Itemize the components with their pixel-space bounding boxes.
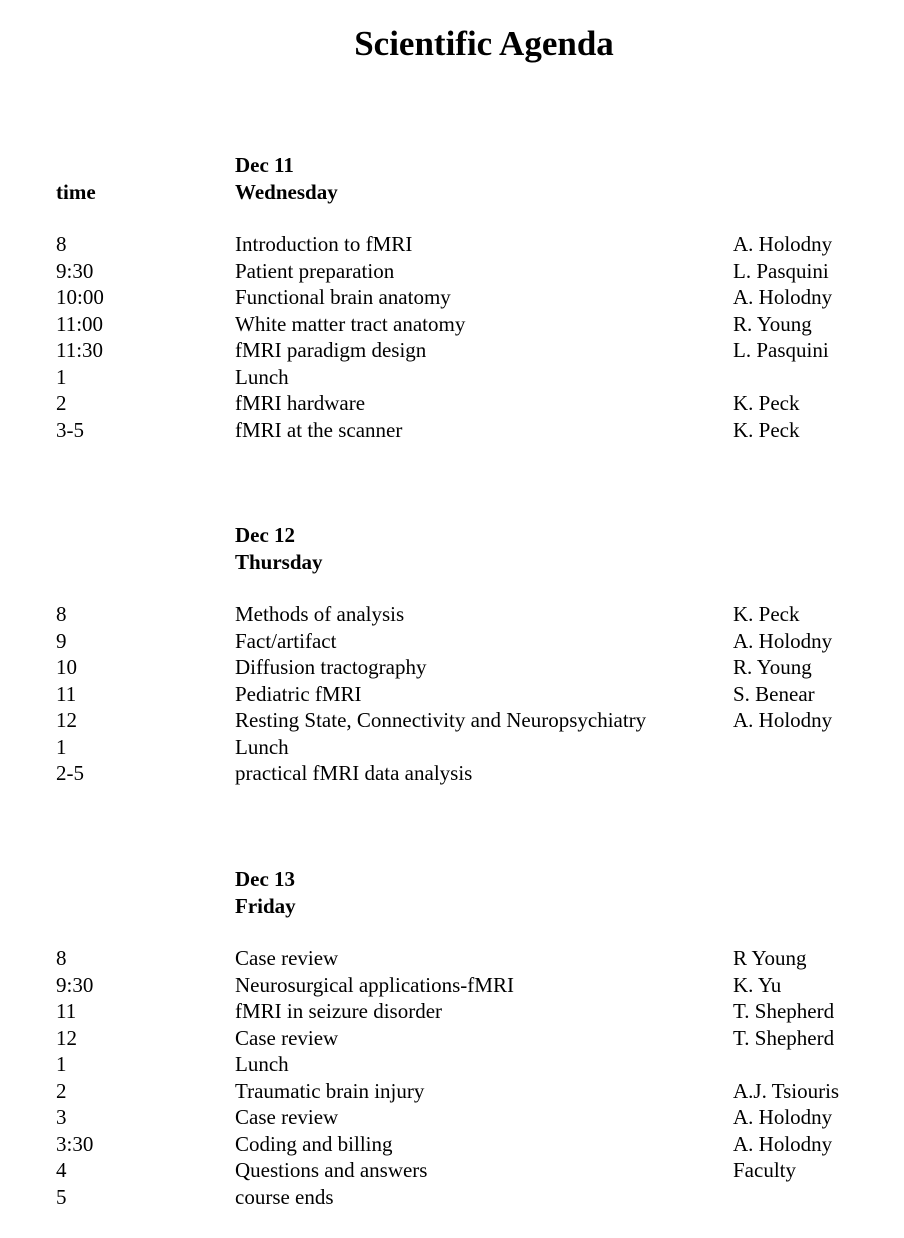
session-row [0,231,904,258]
session-speaker: A. Holodny [733,1105,833,1129]
session-speaker: K. Peck [733,417,800,442]
session-row [0,311,904,338]
session-row [0,364,904,391]
session-time: 12 [56,1025,77,1050]
session-time: 11:30 [56,338,104,362]
session-speaker: A. Holodny [733,232,833,256]
session-time: 2 [56,391,67,415]
session-row [0,390,904,417]
session-list [0,601,904,787]
session-time: 2-5 [56,761,84,785]
session-speaker: A. Holodny [733,708,833,732]
session-row [0,681,904,708]
day-header [0,152,904,205]
session-time: 1 [56,734,67,759]
session-list [0,945,904,1210]
session-topic: Pediatric fMRI [235,681,362,706]
session-topic: Case review [235,1025,339,1050]
day-date: Dec 12 [235,523,296,547]
day-weekday: Friday [235,894,296,918]
session-time: 1 [56,1052,67,1076]
time-column-label: time [56,180,96,204]
session-topic: fMRI in seizure disorder [235,999,443,1023]
day-section-dec-13 [0,866,904,1210]
session-row [0,707,904,734]
session-list [0,231,904,443]
session-speaker: R. Young [733,655,812,679]
session-time: 10:00 [56,285,104,309]
session-row [0,734,904,761]
session-row [0,1104,904,1131]
day-date: Dec 13 [235,867,296,891]
day-header [0,866,904,919]
day-date: Dec 11 [235,153,294,177]
session-topic: Patient preparation [235,258,395,283]
session-time: 3 [56,1105,67,1129]
session-speaker: T. Shepherd [733,1025,835,1050]
session-speaker: Faculty [733,1158,796,1182]
day-weekday: Wednesday [235,180,338,204]
session-row [0,628,904,655]
session-topic: fMRI hardware [235,391,366,415]
session-topic: practical fMRI data analysis [235,761,473,785]
session-time: 9 [56,628,67,653]
page-title: Scientific Agenda [354,24,614,63]
session-row [0,760,904,787]
session-row [0,972,904,999]
session-topic: Introduction to fMRI [235,232,413,256]
day-header [0,522,904,575]
session-time: 5 [56,1184,67,1209]
session-row [0,1025,904,1052]
session-speaker: A. Holodny [733,628,833,653]
session-time: 2 [56,1078,67,1103]
session-speaker: R Young [733,946,807,970]
session-row [0,1157,904,1184]
session-row [0,1078,904,1105]
session-topic: Resting State, Connectivity and Neuropsychiatry [235,708,647,732]
session-topic: Diffusion tractography [235,655,427,679]
session-row [0,998,904,1025]
session-row [0,1131,904,1158]
day-section-dec-12 [0,522,904,787]
session-speaker: A. Holodny [733,285,833,309]
session-row [0,417,904,444]
session-topic: Lunch [235,734,289,759]
session-topic: Coding and billing [235,1131,393,1156]
session-topic: White matter tract anatomy [235,311,466,336]
session-topic: Fact/artifact [235,628,337,653]
session-time: 8 [56,946,67,970]
day-section-dec-11 [0,152,904,443]
session-speaker: K. Peck [733,391,800,415]
session-time: 9:30 [56,972,94,997]
session-time: 11:00 [56,311,104,336]
session-row [0,945,904,972]
session-row [0,654,904,681]
session-speaker: T. Shepherd [733,999,835,1023]
session-topic: Questions and answers [235,1158,428,1182]
session-speaker: S. Benear [733,681,815,706]
session-time: 3:30 [56,1131,94,1156]
session-topic: Traumatic brain injury [235,1078,425,1103]
session-row [0,284,904,311]
session-topic: Functional brain anatomy [235,285,451,309]
session-time: 3-5 [56,417,84,442]
day-weekday: Thursday [235,550,323,574]
session-topic: fMRI at the scanner [235,417,403,442]
session-row [0,337,904,364]
session-topic: Case review [235,1105,339,1129]
session-speaker: L. Pasquini [733,258,829,283]
session-time: 10 [56,655,77,679]
session-topic: Lunch [235,1052,289,1076]
session-topic: Lunch [235,364,289,389]
session-speaker: K. Peck [733,602,800,626]
session-topic: Neurosurgical applications-fMRI [235,972,514,997]
session-speaker: K. Yu [733,972,782,997]
session-row [0,258,904,285]
session-speaker: R. Young [733,311,812,336]
session-time: 4 [56,1158,67,1182]
session-row [0,1051,904,1078]
session-time: 8 [56,602,67,626]
session-time: 8 [56,232,67,256]
session-time: 12 [56,708,77,732]
session-topic: fMRI paradigm design [235,338,427,362]
session-row [0,1184,904,1211]
session-row [0,601,904,628]
session-speaker: A. Holodny [733,1131,833,1156]
session-time: 11 [56,681,77,706]
session-topic: Case review [235,946,339,970]
session-speaker: L. Pasquini [733,338,829,362]
session-time: 1 [56,364,67,389]
session-time: 9:30 [56,258,94,283]
session-speaker: A.J. Tsiouris [733,1078,840,1103]
session-topic: course ends [235,1184,334,1209]
session-topic: Methods of analysis [235,602,405,626]
session-time: 11 [56,999,77,1023]
